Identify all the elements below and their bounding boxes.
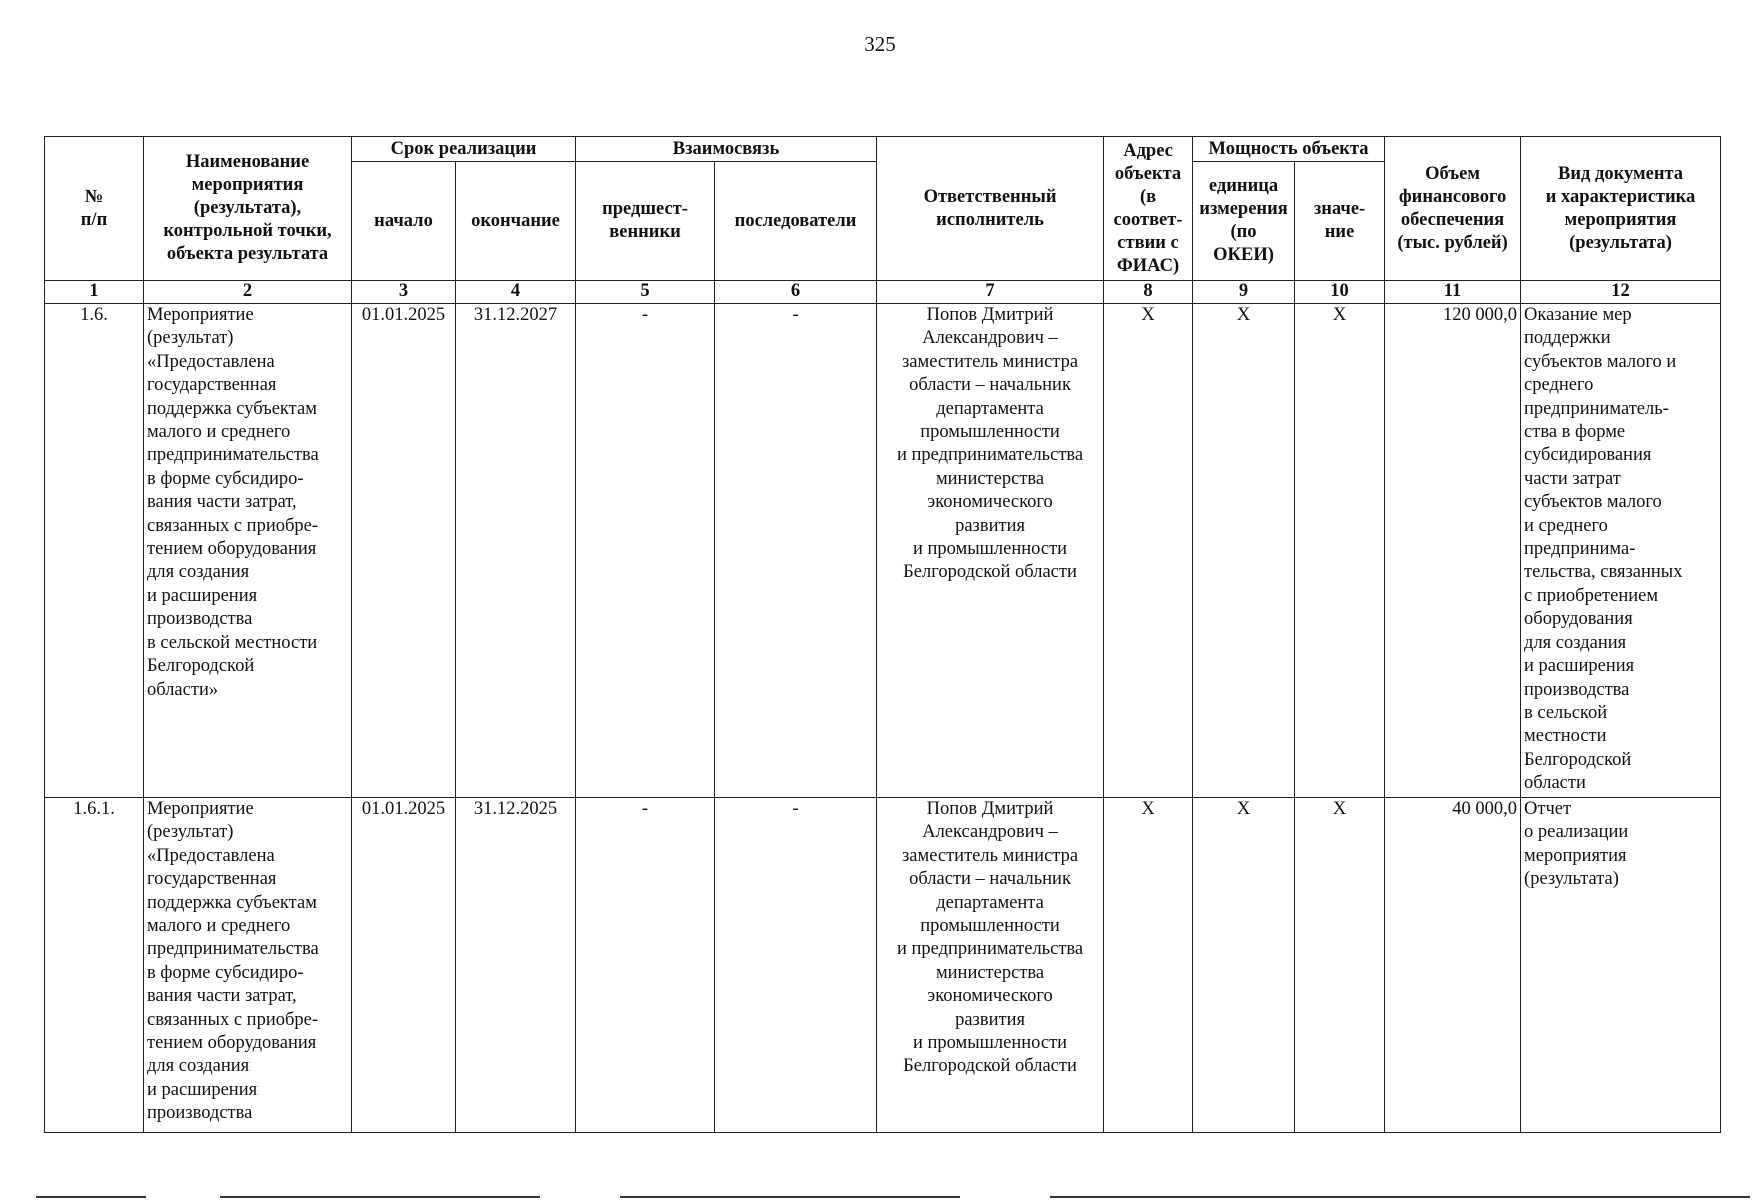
cell-doc-type: Отчет о реализации мероприятия (результата) [1521, 798, 1721, 1133]
column-number: 9 [1193, 281, 1295, 304]
column-number: 12 [1521, 281, 1721, 304]
column-number: 6 [715, 281, 877, 304]
cell-address: Х [1104, 304, 1193, 798]
header-name: Наименование мероприятия (результата), контрольной точки, объекта результата [144, 137, 352, 281]
cell-num: 1.6.1. [45, 798, 144, 1133]
header-unit: единица измерения (по ОКЕИ) [1193, 162, 1295, 281]
header-num: № п/п [45, 137, 144, 281]
cell-value: Х [1295, 304, 1385, 798]
cell-name: Мероприятие (результат) «Предоставлена государственная поддержка субъектам малого и среднего предпринимательства в форме субсидиро- вания части затрат, связанных с приобре- тением оборудования для создания и расширения производства в сельской местности Белгородской области» [144, 304, 352, 798]
header-start: начало [352, 162, 456, 281]
cell-unit: Х [1193, 304, 1295, 798]
column-number: 11 [1385, 281, 1521, 304]
scan-edge-line [220, 1196, 540, 1198]
cell-start: 01.01.2025 [352, 798, 456, 1133]
cell-predecessors: - [576, 304, 715, 798]
table-row [45, 304, 1721, 798]
header-predecessors: предшест- венники [576, 162, 715, 281]
scan-edge-line [620, 1196, 960, 1198]
column-number: 1 [45, 281, 144, 304]
table-row [45, 798, 1721, 1133]
column-number: 5 [576, 281, 715, 304]
column-number: 2 [144, 281, 352, 304]
header-funding: Объем финансового обеспечения (тыс. рублей) [1385, 137, 1521, 281]
cell-successors: - [715, 304, 877, 798]
cell-unit: Х [1193, 798, 1295, 1133]
page-number: 325 [864, 32, 896, 56]
column-number: 10 [1295, 281, 1385, 304]
header-address: Адрес объекта (в соответ- ствии с ФИАС) [1104, 137, 1193, 281]
cell-responsible: Попов Дмитрий Александрович – заместитель министра области – начальник департамента промышленности и предпринимательства министерства экономического развития и промышленности Белгородской области [877, 304, 1104, 798]
cell-name: Мероприятие (результат) «Предоставлена государственная поддержка субъектам малого и среднего предпринимательства в форме субсидиро- вания части затрат, связанных с приобре- тением оборудования для создания и расширения производства [144, 798, 352, 1133]
column-number: 4 [456, 281, 576, 304]
header-capacity-group: Мощность объекта [1193, 137, 1385, 162]
cell-predecessors: - [576, 798, 715, 1133]
cell-doc-type: Оказание мер поддержки субъектов малого и среднего предприниматель- ства в форме субсидирования части затрат субъектов малого и среднего предпринима- тельства, связанных с приобретением оборудования для создания и расширения производства в сельской местности Белгородской области [1521, 304, 1721, 798]
column-number: 8 [1104, 281, 1193, 304]
cell-end: 31.12.2025 [456, 798, 576, 1133]
column-numbers-row [45, 281, 1721, 304]
activities-table [44, 136, 1721, 1133]
header-term-group: Срок реализации [352, 137, 576, 162]
header-doc-type: Вид документа и характеристика мероприятия (результата) [1521, 137, 1721, 281]
cell-address: Х [1104, 798, 1193, 1133]
header-end: окончание [456, 162, 576, 281]
header-relation-group: Взаимосвязь [576, 137, 877, 162]
scan-edge-line [1050, 1196, 1750, 1198]
header-value: значе- ние [1295, 162, 1385, 281]
scan-edge-line [36, 1196, 146, 1198]
table-header [45, 137, 1721, 304]
cell-successors: - [715, 798, 877, 1133]
cell-responsible: Попов Дмитрий Александрович – заместитель министра области – начальник департамента промышленности и предпринимательства министерства экономического развития и промышленности Белгородской области [877, 798, 1104, 1133]
cell-start: 01.01.2025 [352, 304, 456, 798]
column-number: 7 [877, 281, 1104, 304]
header-responsible: Ответственный исполнитель [877, 137, 1104, 281]
cell-value: Х [1295, 798, 1385, 1133]
cell-num: 1.6. [45, 304, 144, 798]
cell-funding: 40 000,0 [1385, 798, 1521, 1133]
cell-funding: 120 000,0 [1385, 304, 1521, 798]
column-number: 3 [352, 281, 456, 304]
header-successors: последователи [715, 162, 877, 281]
cell-end: 31.12.2027 [456, 304, 576, 798]
